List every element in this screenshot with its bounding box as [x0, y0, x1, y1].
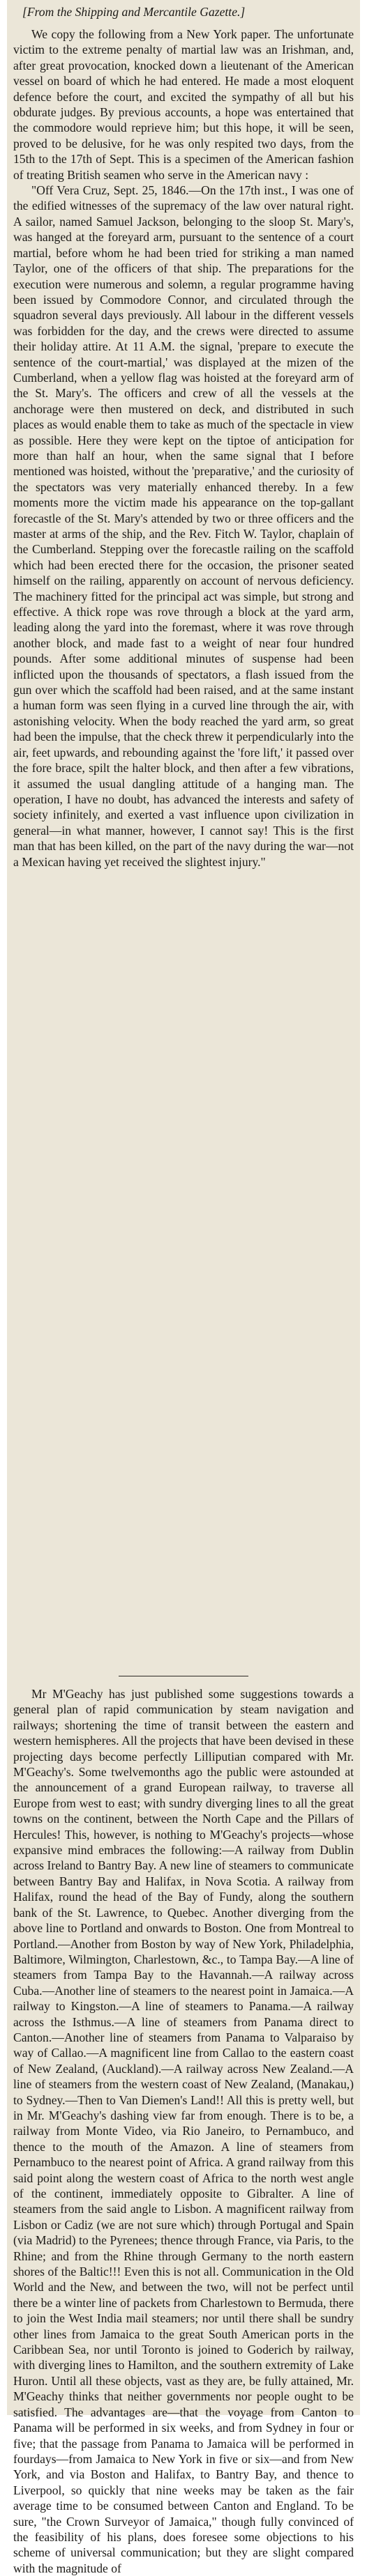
article-steam-communication-plan — [13, 1686, 354, 2576]
article-execution-report — [13, 26, 354, 870]
correspondent-letter-paragraph: "Off Vera Cruz, Sept. 25, 1846.—On the 17th inst., I was one of the edified witnesses of the supremacy of the law over natural right. A sailor, named Samuel Jackson, belonging to the sloop St. Mary's, was hanged at the foreyard arm, pursuant to the sentence of a court martial, before whom he had been tried for striking a man named Taylor, one of the officers of that ship. The preparations for the execution were numerous and solemn, a regular programme having been issued by Commodore Connor, and circulated through the squadron several days previously. All labour in the different vessels was forbidden for the day, and the crews were directed to assume their holiday attire. At 11 A.M. the signal, 'prepare to execute the sentence of the court-martial,' was displayed at the mizen of the Cumberland, when a yellow flag was hoisted at the foreyard arm of the St. Mary's. The officers and crew of all the vessels at the anchorage were then mustered on deck, and distributed in such places as would enable them to take as much of the spectacle in view as possible. Here they were kept on the tiptoe of anticipation for more than half an hour, when the same signal that I before mentioned was hoisted, without the 'preparative,' and the curiosity of the spectators was very materially enhanced thereby. In a few moments more the victim made his appearance on the top-gallant forecastle of the St. Mary's attended by two or three officers and the master at arms of the ship, and the Rev. Fitch W. Taylor, chaplain of the Cumberland. Stepping over the forecastle railing on the scaffold which had been erected there for the occasion, the prisoner seated himself on the railing, apparently on account of nervous deficiency. The machinery fitted for the principal act was simple, but strong and effective. A thick rope was rove through a block at the yard arm, leading along the yard into the foremast, where it was rove through another block, and made fast to a weight of near four hundred pounds. After some additional minutes of suspense had been inflicted upon the thousands of spectators, a flash issued from the gun over which the scaffold had been raised, and at the same instant a human form was seen flying in a curved line through the air, with astonishing velocity. When the body reached the yard arm, so great had been the impulse, that the check threw it perpendicularly into the air, feet upwards, and rebounding against the 'fore lift,' it passed over the fore brace, spilt the halter block, and then after a few vibrations, it assumed the usual dangling attitude of a hanging man. The operation, I have no doubt, has advanced the interests and safety of society infinitely, and exerted a vast influence upon civilization in general—in what manner, however, I cannot say! This is the first man that has been killed, on the part of the navy during the war—not a Mexican having yet received the slightest injury." — [13, 183, 354, 869]
mgeachy-plan-paragraph: Mr M'Geachy has just published some suggestions towards a general plan of rapid communication by steam navigation and railways; shortening the time of transit between the eastern and western hemispheres. All the projects that have been devised in these projecting days become perfectly Lilliputian compared with Mr. M'Geachy's. Some twelvemonths ago the public were astounded at the announcement of a grand European railway, to traverse all Europe from west to east; with sundry diverging lines to all the great towns on the continent, between the North Cape and the Pillars of Hercules! This, however, is nothing to M'Geachy's projects—whose expansive mind embraces the following:—A railway from Dublin across Ireland to Bantry Bay. A new line of steamers to communicate between Bantry Bay and Halifax, in Nova Scotia. A railway from Halifax, round the head of the Bay of Fundy, along the southern bank of the St. Lawrence, to Quebec. Another diverging from the above line to Portland and onwards to Boston. One from Montreal to Portland.—Another from Boston by way of New York, Philadelphia, Baltimore, Wilmington, Charlestown, &c., to Tampa Bay.—A line of steamers from Tampa Bay to the Havannah.—A railway across Cuba.—Another line of steamers to the nearest point in Jamaica.—A railway to Kingston.—A line of steamers to Panama.—A railway across the Isthmus.—A line of steamers from Panama direct to Canton.—Another line of steamers from Panama to Valparaiso by way of Callao.—A magnificent line from Callao to the eastern coast of New Zealand, (Auckland).—A railway across New Zealand.—A line of steamers from the western coast of New Zealand, (Manakau,) to Sydney.—Then to Van Diemen's Land!! All this is pretty well, but in Mr. M'Geachy's dashing view far from enough. There is to be, a railway from Monte Video, via Rio Janeiro, to Pernambuco, and thence to the mouth of the Amazon. A line of steamers from Pernambuco to the nearest point of Africa. A grand railway from this said point along the western coast of Africa to the north west angle of the continent, immediately opposite to Gibralter. A line of steamers from the said angle to Lisbon. A magnificent railway from Lisbon or Cadiz (we are not sure which) through Portugal and Spain (via Madrid) to the Pyrenees; thence through France, via Paris, to the Rhine; and from the Rhine through Germany to the north eastern shores of the Baltic!!! Even this is not all. Communication in the Old World and the New, and between the two, will not be perfect until there be a winter line of packets from Charlestown to Bermuda, there to join the West India mail steamers; nor until there shall be sundry other lines from Jamaica to the great South American ports in the Caribbean Sea, nor until Toronto is joined to Goderich by railway, with diverging lines to Hamilton, and the southern extremity of Lake Huron. Until all these objects, vast as they are, be fully attained, Mr. M'Geachy thinks that neither governments nor people ought to be satisfied. The advantages are—that the voyage from Canton to Panama will be performed in six weeks, and from Sydney in four or five; that the passage from Panama to Jamaica will be performed in fourdays—from Jamaica to New York in five or six—and from New York, and via Boston and Halifax, to Bantry Bay, and thence to Liverpool, so quickly that nine weeks may be taken as the fair average time to be consumed between Canton and England. To be sure, "the Crown Surveyor of Jamaica," though fully convinced of the feasibility of his plans, does foresee some objections to his scheme of universal communication; but they are slight compared with the magnitude of — [13, 1687, 354, 2575]
newspaper-page — [7, 0, 360, 2575]
intro-paragraph: We copy the following from a New York paper. The unfortunate victim to the extreme penalty of martial law was an Irishman, and, after great provocation, knocked down a lieutenant of the American vessel on board of which he had entered. He made a most eloquent defence before the court, and excited the sympathy of all but his obdurate judges. By previous accounts, a hope was entertained that the commodore would reprieve him; but this hope, it will be seen, proved to be delusive, for he was only respited two days, from the 15th to the 17th of Sept. This is a specimen of the American fashion of treating British seamen who serve in the American navy : — [13, 27, 354, 182]
source-attribution: [From the Shipping and Mercantile Gazette.] — [22, 5, 246, 19]
